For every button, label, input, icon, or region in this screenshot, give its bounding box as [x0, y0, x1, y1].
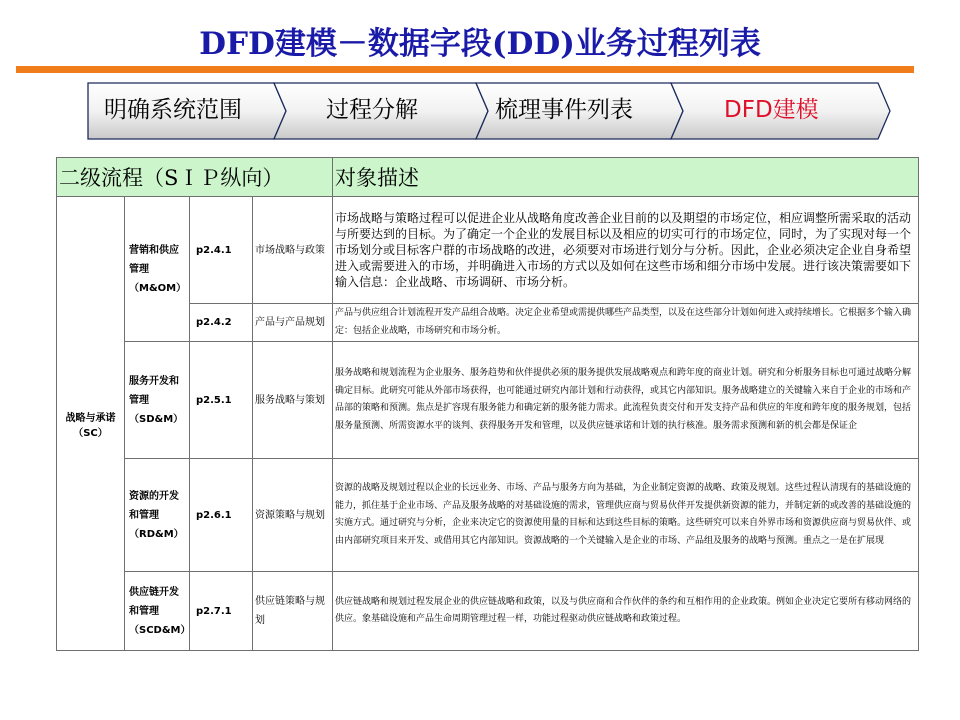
page-title: DFD建模－数据字段(DD)业务过程列表 [199, 26, 761, 62]
process-name: 市场战略与政策 [253, 197, 333, 304]
level2-process: 供应链开发和管理（SCD&M） [125, 572, 190, 651]
table-header-row [57, 158, 919, 197]
process-code: p2.6.1 [190, 459, 253, 572]
table-row [57, 342, 919, 459]
title-divider [16, 66, 914, 73]
process-code: p2.5.1 [190, 342, 253, 459]
process-name: 服务战略与策划 [253, 342, 333, 459]
header-level2-process: 二级流程（SＩＰ纵向） [57, 158, 333, 197]
process-description: 产品与供应组合计划流程开发产品组合战略。决定企业希望或需提供哪些产品类型，以及在这些部分计划如何进入或持续增长。它根据多个输入确定：包括企业战略，市场研究和市场分析。 [333, 304, 919, 342]
table-row [57, 572, 919, 651]
process-code: p2.4.2 [190, 304, 253, 342]
table-row [57, 197, 919, 304]
process-name: 产品与产品规划 [253, 304, 333, 342]
process-name: 供应链策略与规划 [253, 572, 333, 651]
level1-process: 战略与承诺（SC） [57, 197, 125, 651]
process-description: 供应链战略和规划过程发展企业的供应链战略和政策，以及与供应商和合作伙伴的条约和互相作用的企业政策。例如企业决定它要所有移动网络的供应。象基础设施和产品生命周期管理过程一样，功能过程驱动供应链战略和政策过程。 [333, 572, 919, 651]
level2-process: 营销和供应管理（M&OM） [125, 197, 190, 342]
process-name: 资源策略与规划 [253, 459, 333, 572]
step-3-label[interactable]: 梳理事件列表 [495, 97, 633, 123]
level2-process: 服务开发和管理（SD&M） [125, 342, 190, 459]
step-2-label[interactable]: 过程分解 [326, 97, 418, 123]
process-code: p2.4.1 [190, 197, 253, 304]
process-description: 资源的战略及规划过程以企业的长远业务、市场、产品与服务方向为基础，为企业制定资源的战略、政策及规划。这些过程认清现有的基础设施的能力，抓住基于企业市场、产品及服务战略的对基础设施的需求，管理供应商与贸易伙伴开发提供新资源的能力，并制定新的或改善的基础设施的实施方式。通过研究与分析，企业来决定它的资源使用量的目标和达到这些目标的策略。这些研究可以来自外界市场和资源供应商与贸易伙伴、或由内部研究项目来开发、或借用其它内部知识。资源战略的一个关键输入是企业的市场、产品组及服务的战略与预测。重点之一是在扩展现 [333, 459, 919, 572]
process-steps [86, 81, 892, 141]
header-object-description: 对象描述 [333, 158, 919, 197]
step-4-label[interactable]: DFD建模 [724, 97, 819, 123]
level2-process: 资源的开发和管理（RD&M） [125, 459, 190, 572]
table-row [57, 459, 919, 572]
process-description: 服务战略和规划流程为企业服务、服务趋势和伙伴提供必须的服务提供发展战略观点和跨年度的商业计划。研究和分析服务目标也可通过战略分解确定目标。此研究可能从外部市场获得，也可能通过研究内部计划和行动获得，或其它内部知识。服务战略建立的关键输入来自于企业的市场和产品部的策略和预测。焦点是扩容现有服务能力和确定新的服务能力需求。此流程负责交付和开发支持产品和供应的年度和跨年度的服务规划，包括服务量预测、所需资源水平的谈判、获得服务开发和管理，以及供应链承诺和计划的执行核准。服务需求预测和新的机会都是保证企 [333, 342, 919, 459]
process-table [56, 157, 919, 651]
process-code: p2.7.1 [190, 572, 253, 651]
step-1-label[interactable]: 明确系统范围 [104, 97, 242, 123]
process-description: 市场战略与策略过程可以促进企业从战略角度改善企业目前的以及期望的市场定位，相应调整所需采取的活动与所要达到的目标。为了确定一个企业的发展目标以及相应的切实可行的市场定位，同时，为了实现对每一个市场划分或目标客户群的市场战略的改进，必须要对市场进行划分与分析。因此，企业必须决定企业自身希望进入或需要进入的市场，并明确进入市场的方式以及如何在这些市场和细分市场中发展。进行该决策需要如下输入信息：企业战略、市场调研、市场分析。 [333, 197, 919, 304]
